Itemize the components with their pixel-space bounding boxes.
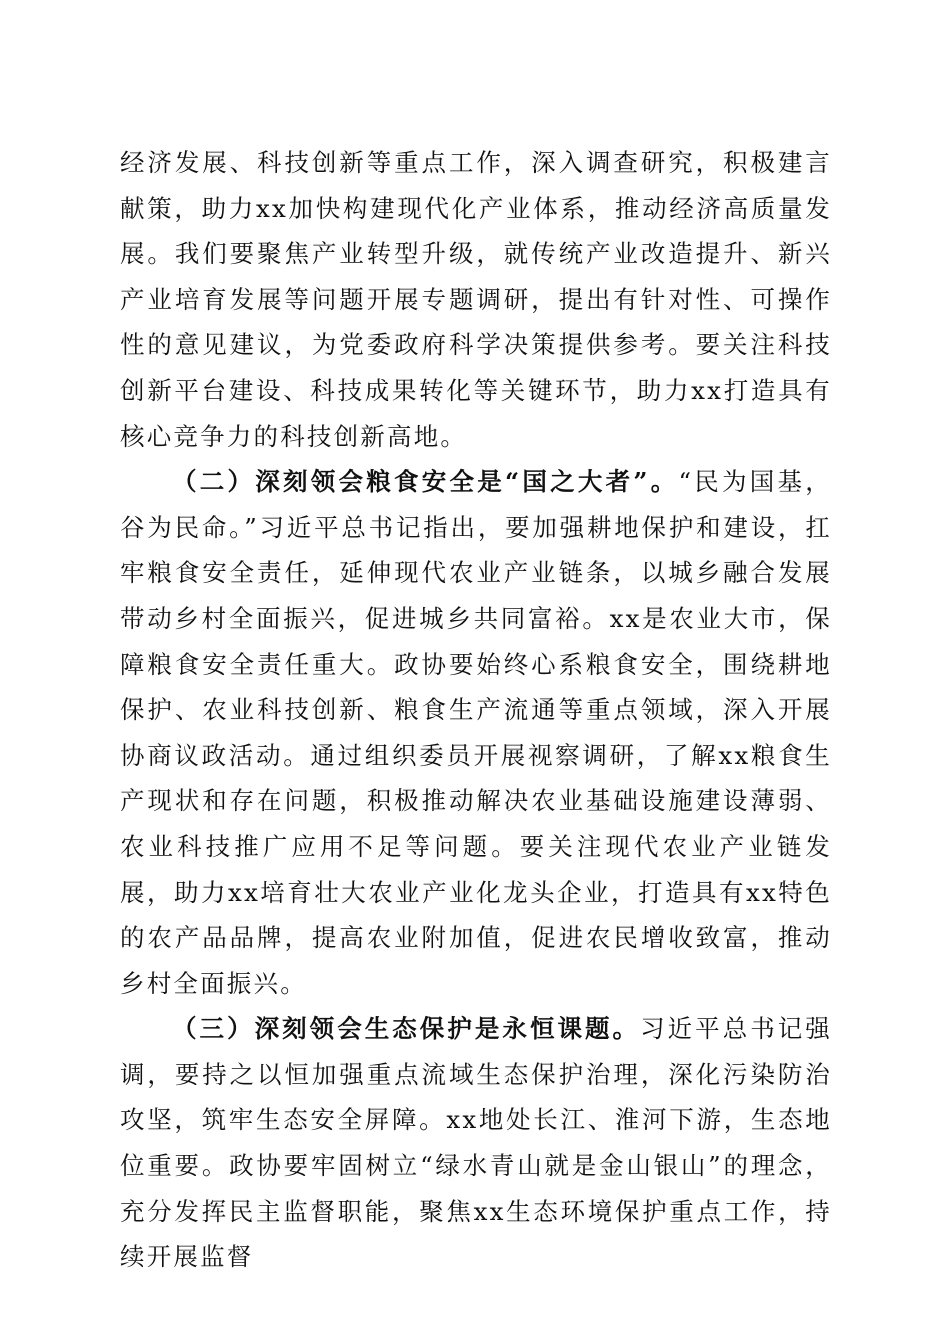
paragraph-text: “民为国基，谷为民命。”习近平总书记指出，要加强耕地保护和建设，扛牢粮食安全责任，延伸现代农业产业链条，以城乡融合发展带动乡村全面振兴，促进城乡共同富裕。xx是农业大市，保障粮食安全责任重大。政协要始终心系粮食安全，围绕耕地保护、农业科技创新、粮食生产流通等重点领域，深入开展协商议政活动。通过组织委员开展视察调研，了解xx粮食生产现状和存在问题，积极推动解决农业基础设施建设薄弱、农业科技推广应用不足等问题。要关注现代农业产业链发展，助力xx培育壮大农业产业化龙头企业，打造具有xx特色的农产品品牌，提高农业附加值，促进农民增收致富，推动乡村全面振兴。 — [120, 467, 832, 998]
paragraph-continuation — [120, 140, 832, 459]
paragraph-text: 习近平总书记强调，要持之以恒加强重点流域生态保护治理，深化污染防治攻坚，筑牢生态安全屏障。xx地处长江、淮河下游，生态地位重要。政协要牢固树立“绿水青山就是金山银山”的理念，充分发挥民主监督职能，聚焦xx生态环境保护重点工作，持续开展监督 — [120, 1014, 832, 1272]
section-heading-grain-security: （二）深刻领会粮食安全是“国之大者”。 — [172, 467, 679, 497]
paragraph-grain-security — [120, 459, 832, 1006]
paragraph-ecology — [120, 1006, 832, 1280]
paragraph-text: 经济发展、科技创新等重点工作，深入调查研究，积极建言献策，助力xx加快构建现代化产业体系，推动经济高质量发展。我们要聚焦产业转型升级，就传统产业改造提升、新兴产业培育发展等问题开展专题调研，提出有针对性、可操作性的意见建议，为党委政府科学决策提供参考。要关注科技创新平台建设、科技成果转化等关键环节，助力xx打造具有核心竞争力的科技创新高地。 — [120, 148, 832, 451]
section-heading-ecology: （三）深刻领会生态保护是永恒课题。 — [172, 1014, 641, 1044]
document-body — [120, 140, 832, 1280]
